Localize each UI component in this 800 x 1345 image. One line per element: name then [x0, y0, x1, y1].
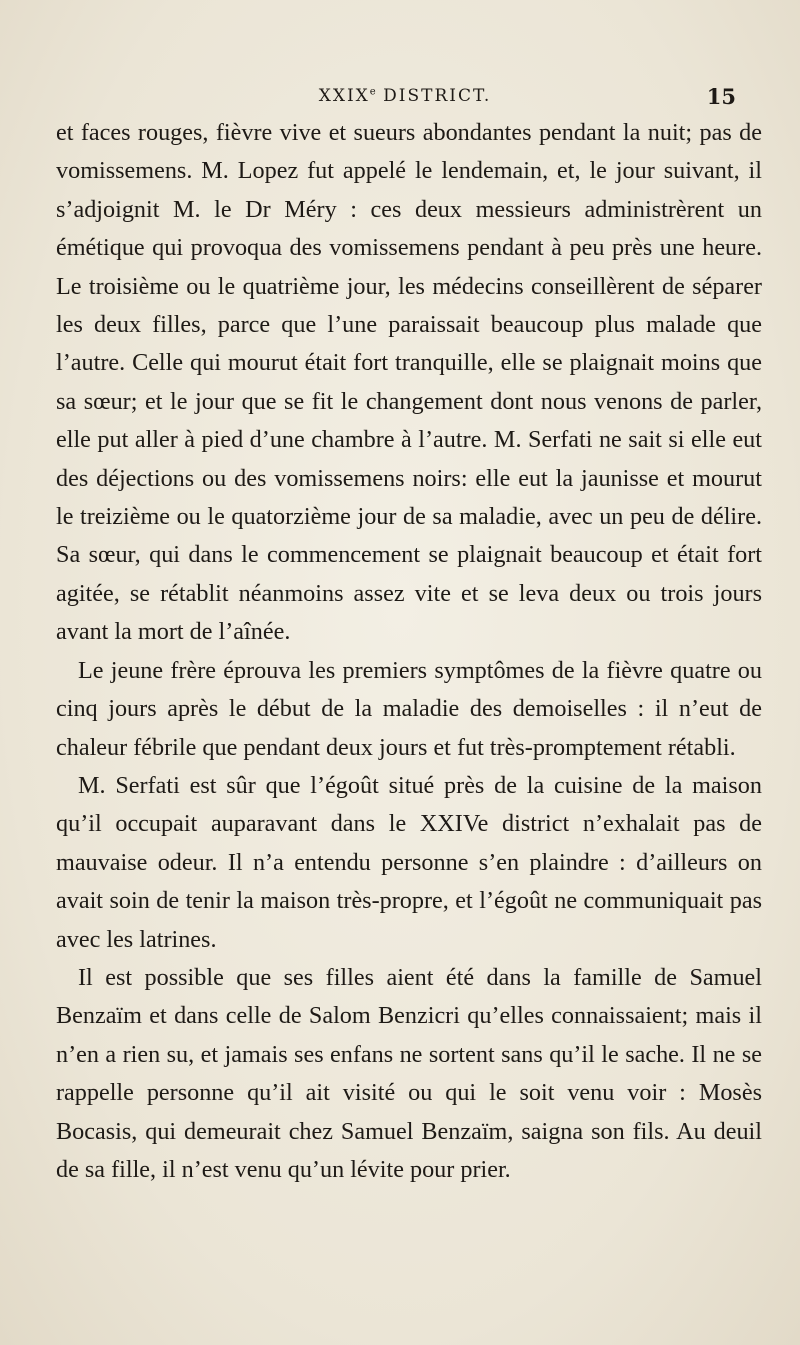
body-text: [56, 114, 762, 1189]
running-head-numeral: XXIX: [318, 86, 370, 106]
paragraph-contacts: Il est possible que ses filles aient été dans la famille de Samuel Benzaïm et dans celle de Salom Benzicri qu’elles connaissaient; mais il n’en a rien su, et jamais ses enfans ne sortent sans qu’il le sache. Il ne se rappelle personne qu’il ait visité ou qui le soit venu voir : Mosès Bocasis, qui demeurait chez Samuel Benzaïm, saigna son fils. Au deuil de sa fille, il n’est venu qu’un lévite pour prier.: [56, 963, 762, 1183]
running-head-label: DISTRICT.: [375, 86, 492, 106]
paragraph-continued: et faces rouges, fièvre vive et sueurs abondantes pendant la nuit; pas de vomissemens. M. Lopez fut appelé le lendemain, et, le jour suivant, il s’adjoignit M. le Dr Méry : ces deux messieurs administrèrent un émétique qui provoqua des vomissemens pendant à peu près une heure. Le troisième ou le quatrième jour, les médecins conseillèrent de séparer les deux filles, parce que l’une paraissait beaucoup plus malade que l’autre. Celle qui mourut était fort tranquille, elle se plaignait moins que sa sœur; et le jour que se fit le changement dont nous venons de parler, elle put aller à pied d’une chambre à l’autre. M. Serfati ne sait si elle eut des déjections ou des vomissemens noirs: elle eut la jaunisse et mourut le treizième ou le quatorzième jour de sa maladie, avec un peu de délire. Sa sœur, qui dans le commencement se plaignait beaucoup et était fort agitée, se rétablit néanmoins assez vite et se leva deux ou trois jours avant la mort de l’aînée.: [56, 119, 762, 646]
running-head-superscript: e: [369, 86, 376, 98]
paragraph-sewer: M. Serfati est sûr que l’égoût situé près de la cuisine de la maison qu’il occupait auparavant dans le XXIVe district n’exhalait pas de mauvaise odeur. Il n’a entendu personne s’en plaindre : d’ailleurs on avait soin de tenir la maison très-propre, et l’égoût ne communiquait pas avec les latrines.: [56, 771, 762, 953]
paragraph-brother: Le jeune frère éprouva les premiers symptômes de la fièvre quatre ou cinq jours après le début de la maladie des demoiselles : il n’eut de chaleur fébrile que pendant deux jours et fut très-promptement rétabli.: [56, 656, 762, 761]
running-head: [60, 86, 750, 106]
page-number: 15: [706, 84, 736, 109]
page-header: [60, 82, 750, 112]
